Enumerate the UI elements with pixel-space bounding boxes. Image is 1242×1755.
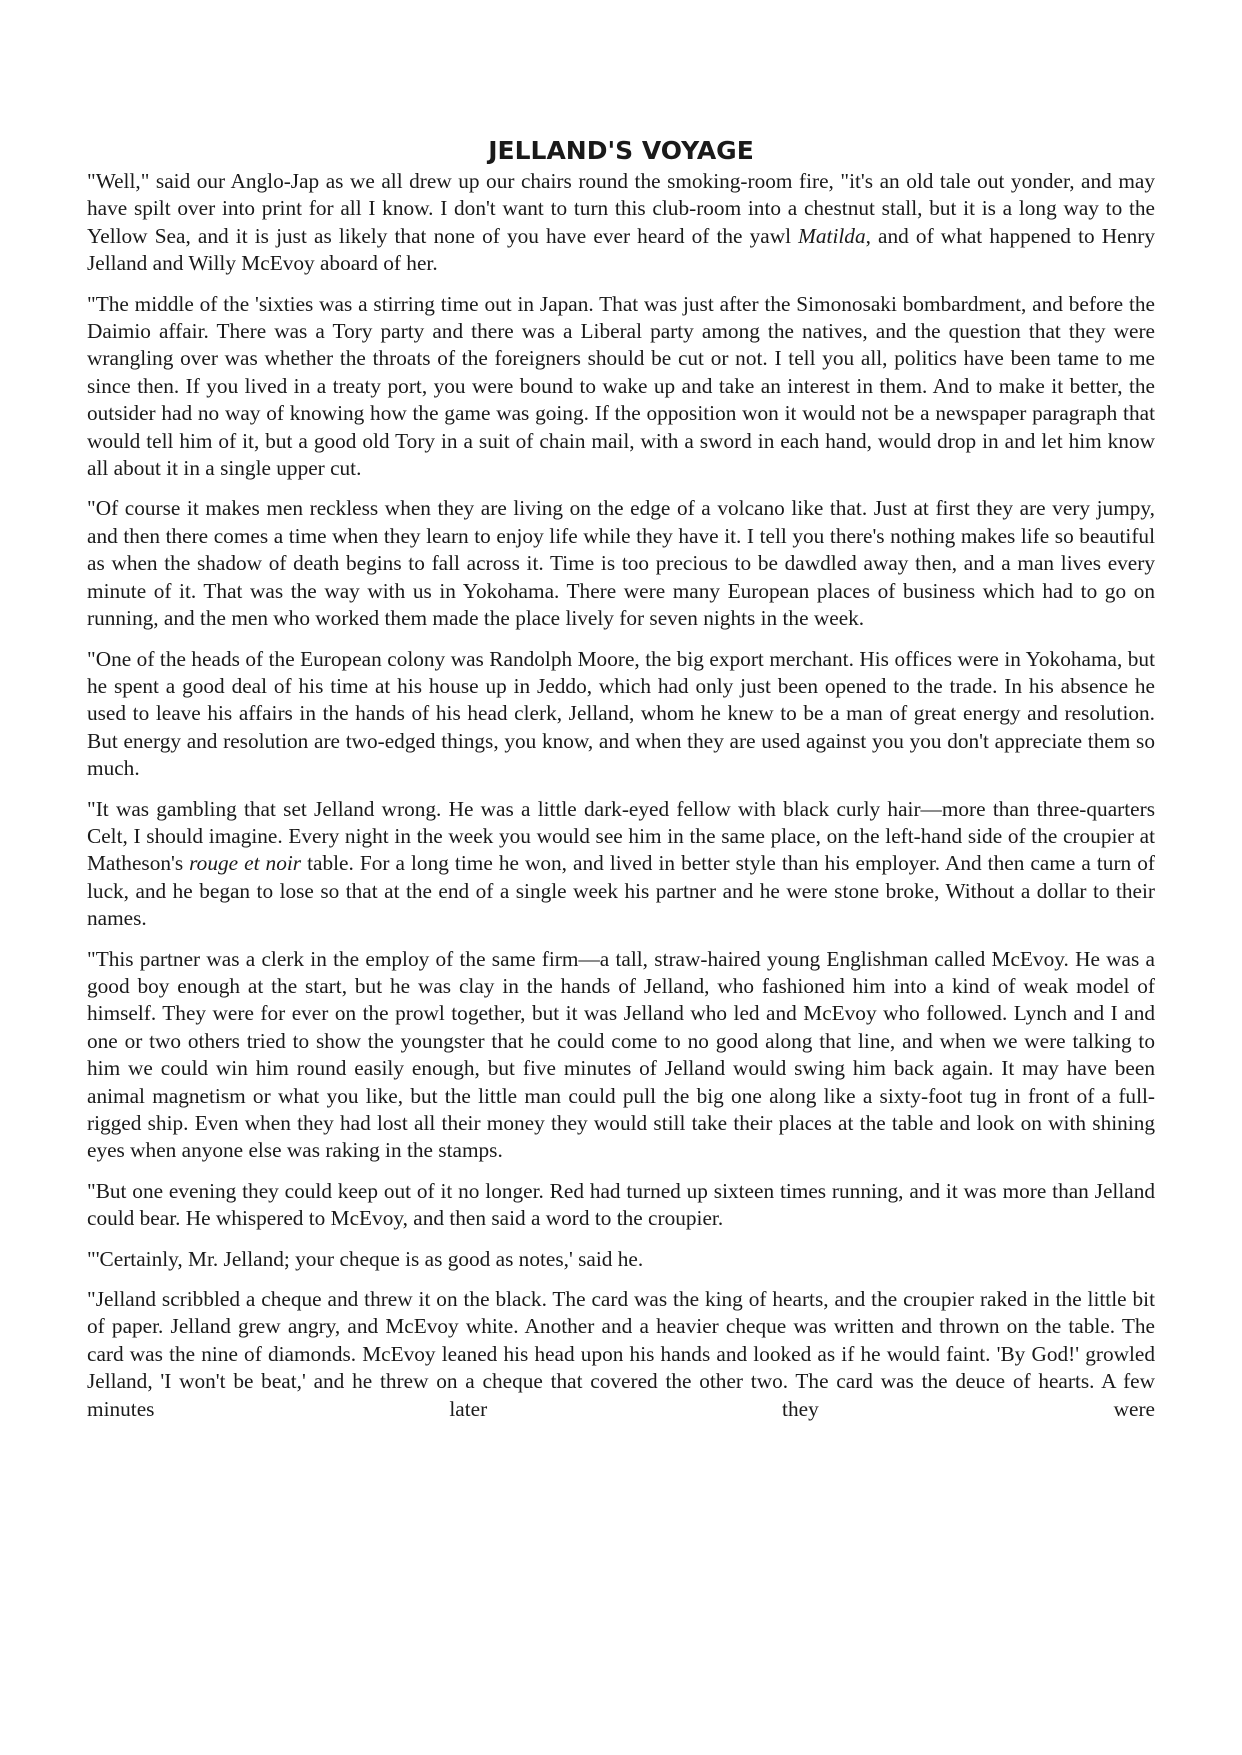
paragraph <box>87 1178 1155 1233</box>
paragraph <box>87 946 1155 1165</box>
text-run: "But one evening they could keep out of it no longer. Red had turned up sixteen times running, and it was more than Jelland could bear. He whispered to McEvoy, and then said a word to the croupier. <box>87 1178 1155 1231</box>
text-run: "Well," said our Anglo-Jap as we all drew up our chairs round the smoking-room fire, "it's an old tale out yonder, and may have spilt over into print for all I know. I don't want to turn this club-room into a chestnut stall, but it is a long way to the Yellow Sea, and it is just as likely that none of you have ever heard of the yawl <box>87 169 1155 248</box>
text-run: "'Certainly, Mr. Jelland; your cheque is as good as notes,' said he. <box>87 1246 644 1271</box>
italic-text: rouge et noir <box>189 851 302 876</box>
document-title: JELLAND'S VOYAGE <box>488 136 754 165</box>
paragraph <box>87 1286 1155 1423</box>
text-run: "The middle of the 'sixties was a stirring time out in Japan. That was just after the Simonosaki bombardment, and before the Daimio affair. There was a Tory party and there was a Liberal party among the natives, and the question that they were wrangling over was whether the throats of the foreigners should be cut or not. I tell you all, politics have been tame to me since then. If you lived in a treaty port, you were bound to wake up and take an interest in them. And to make it better, the outsider had no way of knowing how the game was going. If the opposition won it would not be a newspaper paragraph that would tell him of it, but a good old Tory in a suit of chain mail, with a sword in each hand, would drop in and let him know all about it in a single upper cut. <box>87 291 1155 481</box>
paragraph <box>87 646 1155 783</box>
italic-text: Matilda <box>798 223 866 248</box>
text-run: "It was gambling that set Jelland wrong. He was a little dark-eyed fellow with black curly hair—more than three-quarters Celt, I should imagine. Every night in the week you would see him in the same place, on the left-hand side of the croupier at Matheson's <box>87 796 1155 876</box>
paragraph <box>87 796 1155 933</box>
text-run: "This partner was a clerk in the employ of the same firm—a tall, straw-haired young Englishman called McEvoy. He was a good boy enough at the start, but he was clay in the hands of Jelland, who fashioned him into a kind of weak model of himself. They were for ever on the prowl together, but it was Jelland who led and McEvoy who followed. Lynch and I and one or two others tried to show the youngster that he could come to no good along that line, and when we were talking to him we could win him round easily enough, but five minutes of Jelland would swing him back again. It may have been animal magnetism or what you like, but the little man could pull the big one along like a sixty-foot tug in front of a full-rigged ship. Even when they had lost all their money they would still take their places at the table and look on with shining eyes when anyone else was raking in the stamps. <box>87 946 1155 1163</box>
text-run: "One of the heads of the European colony was Randolph Moore, the big export merchant. His offices were in Yokohama, but he spent a good deal of his time at his house up in Jeddo, which had only just been opened to the trade. In his absence he used to leave his affairs in the hands of his head clerk, Jelland, whom he knew to be a man of great energy and resolution. But energy and resolution are two-edged things, you know, and when they are used against you you don't appreciate them so much. <box>87 646 1155 781</box>
text-run: table. For a long time he won, and lived in better style than his employer. And then came a turn of luck, and he began to lose so that at the end of a single week his partner and he were stone broke, Without a dollar to their names. <box>87 851 1155 931</box>
document-page <box>87 136 1155 1436</box>
text-run: "Of course it makes men reckless when they are living on the edge of a volcano like that. Just at first they are very jumpy, and then there comes a time when they learn to enjoy life while they have it. I tell you there's nothing makes life so beautiful as when the shadow of death begins to fall across it. Time is too precious to be dawdled away then, and a man lives every minute of it. That was the way with us in Yokohama. There were many European places of business which had to go on running, and the men who worked them made the place lively for seven nights in the week. <box>87 496 1155 631</box>
text-run: "Jelland scribbled a cheque and threw it on the black. The card was the king of hearts, and the croupier raked in the little bit of paper. Jelland grew angry, and McEvoy white. Another and a heavier cheque was written and thrown on the table. The card was the nine of diamonds. McEvoy leaned his head upon his hands and looked as if he would faint. 'By God!' growled Jelland, 'I won't be beat,' and he threw on a cheque that covered the other two. The card was the deuce of hearts. A few minutes later they were <box>87 1287 1155 1421</box>
paragraph <box>87 291 1155 483</box>
text-run: , and of what happened to Henry Jelland and Willy McEvoy aboard of her. <box>87 223 1155 276</box>
paragraph <box>87 168 1155 278</box>
document-body <box>87 168 1155 1423</box>
paragraph <box>87 1246 1155 1273</box>
paragraph <box>87 495 1155 632</box>
